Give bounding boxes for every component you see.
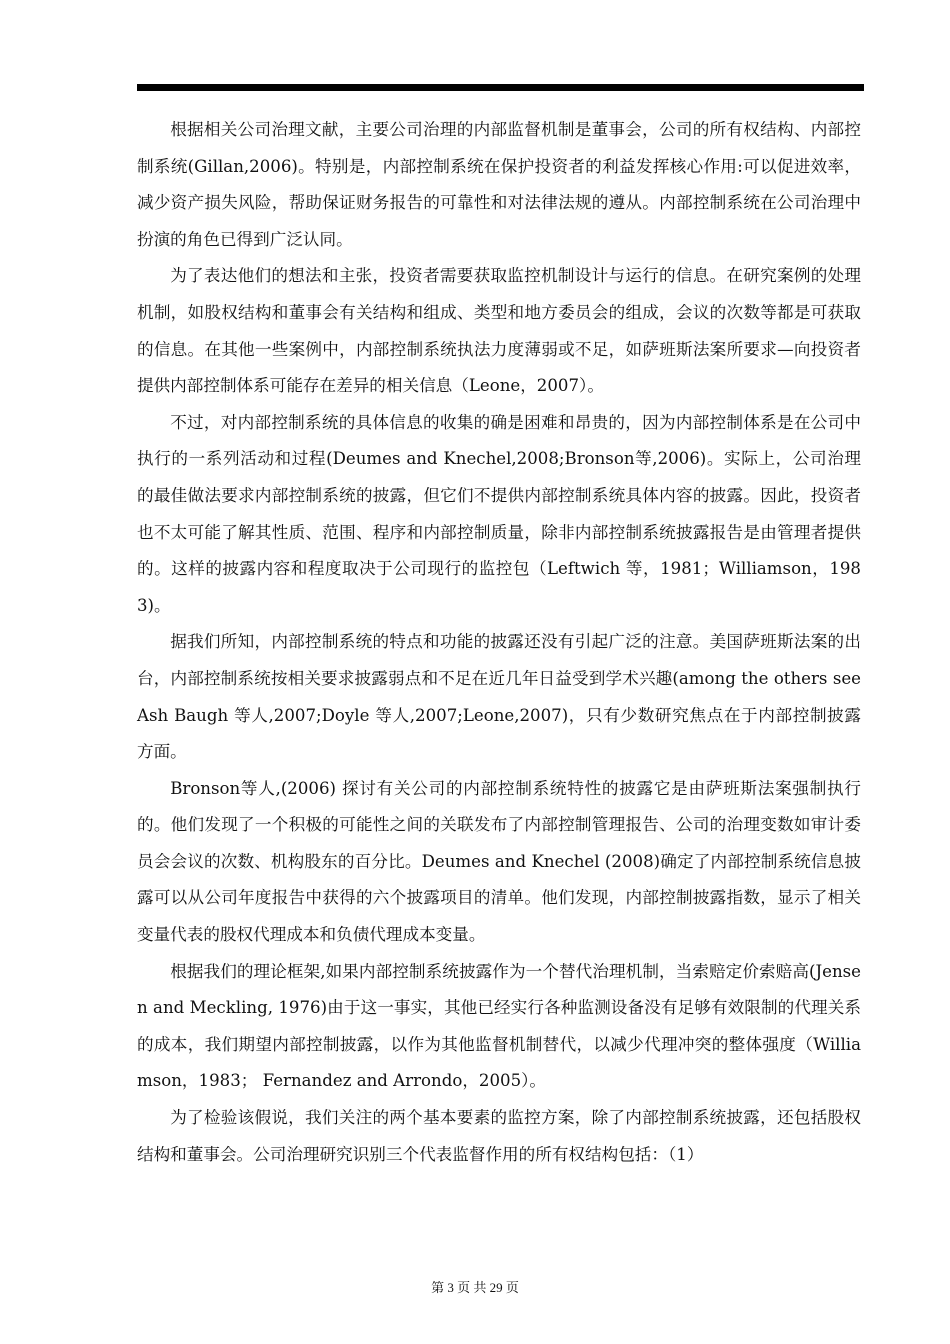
document-body bbox=[137, 112, 861, 1173]
paragraph-3: 不过，对内部控制系统的具体信息的收集的确是困难和昂贵的，因为内部控制体系是在公司中执行的一系列活动和过程(Deumes and Knechel,2008;Bronson等,2006)。实际上，公司治理的最佳做法要求内部控制系统的披露，但它们不提供内部控制系统具体内容的披露。因此，投资者也不太可能了解其性质、范围、程序和内部控制质量，除非内部控制系统披露报告是由管理者提供的。这样的披露内容和程度取决于公司现行的监控包（Leftwich 等，1981；Williamson，1983)。 bbox=[137, 412, 861, 615]
paragraph-7: 为了检验该假说，我们关注的两个基本要素的监控方案，除了内部控制系统披露，还包括股权结构和董事会。公司治理研究识别三个代表监督作用的所有权结构包括：（1） bbox=[137, 1108, 861, 1164]
paragraph-6: 根据我们的理论框架,如果内部控制系统披露作为一个替代治理机制，当索赔定价索赔高(Jensen and Meckling, 1976)由于这一事实，其他已经实行各种监测设备没有足够有效限制的代理关系的成本，我们期望内部控制披露，以作为其他监督机制替代，以减少代理冲突的整体强度（Williamson，1983； Fernandez and Arrondo，2005）。 bbox=[137, 961, 861, 1091]
paragraph-1: 根据相关公司治理文献，主要公司治理的内部监督机制是董事会，公司的所有权结构、内部控制系统(Gillan,2006)。特别是，内部控制系统在保护投资者的利益发挥核心作用:可以促进效率，减少资产损失风险，帮助保证财务报告的可靠性和对法律法规的遵从。内部控制系统在公司治理中扮演的角色已得到广泛认同。 bbox=[137, 120, 861, 249]
paragraph-5: Bronson等人,(2006) 探讨有关公司的内部控制系统特性的披露它是由萨班斯法案强制执行的。他们发现了一个积极的可能性之间的关联发布了内部控制管理报告、公司的治理变数如审计委员会会议的次数、机构股东的百分比。Deumes and Knechel (2008)确定了内部控制系统信息披露可以从公司年度报告中获得的六个披露项目的清单。他们发现，内部控制披露指数，显示了相关变量代表的股权代理成本和负债代理成本变量。 bbox=[137, 778, 861, 945]
paragraph-2: 为了表达他们的想法和主张，投资者需要获取监控机制设计与运行的信息。在研究案例的处理机制，如股权结构和董事会有关结构和组成、类型和地方委员会的组成，会议的次数等都是可获取的信息。在其他一些案例中，内部控制系统执法力度薄弱或不足，如萨班斯法案所要求—向投资者提供内部控制体系可能存在差异的相关信息（Leone，2007）。 bbox=[137, 266, 861, 396]
header-rule bbox=[137, 84, 864, 91]
paragraph-4: 据我们所知，内部控制系统的特点和功能的披露还没有引起广泛的注意。美国萨班斯法案的出台，内部控制系统按相关要求披露弱点和不足在近几年日益受到学术兴趣(among the others see Ash Baugh 等人,2007;Doyle 等人,2007;Leone,2007)，只有少数研究焦点在于内部控制披露方面。 bbox=[137, 632, 861, 762]
page-number: 第 3 页 共 29 页 bbox=[431, 1280, 519, 1295]
